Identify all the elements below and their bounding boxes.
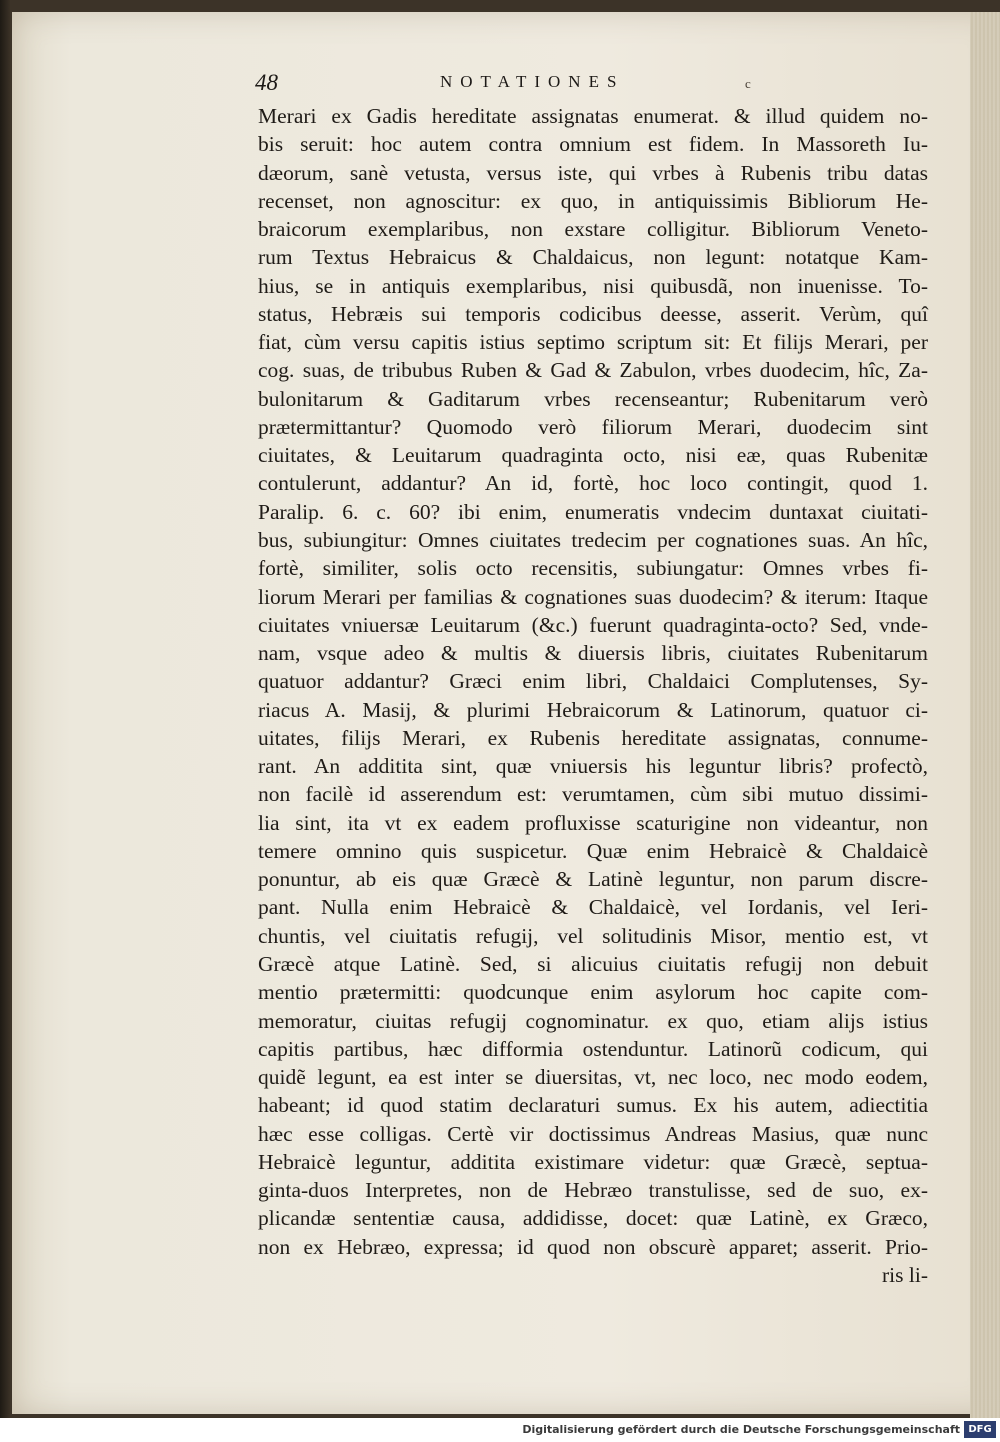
text-line: hæc esse colligas. Certè vir doctissimus Andreas Masius, quæ nunc (258, 1121, 928, 1146)
text-line: capitis partibus, hæc difformia ostenduntur. Latinorũ codicum, qui (258, 1036, 928, 1061)
text-line: non facilè id asserendum est: verumtamen, cùm sibi mutuo dissimi- (258, 782, 928, 807)
text-line: bis seruit: hoc autem contra omnium est fidem. In Massoreth Iu- (258, 132, 928, 157)
text-line: bus, subiungitur: Omnes ciuitates tredecim per cognationes suas. An hîc, (258, 527, 928, 552)
footer-bar (0, 1418, 1000, 1442)
text-line: plicandæ sententiæ causa, addidisse, docet: quæ Latinè, ex Græco, (258, 1206, 928, 1231)
text-line: quatuor addantur? Græci enim libri, Chaldaici Complutenses, Sy- (258, 669, 928, 694)
text-line: dæorum, sanè vetusta, versus iste, qui vrbes à Rubenis tribu datas (258, 160, 928, 185)
text-line: pant. Nulla enim Hebraicè & Chaldaicè, vel Iordanis, vel Ieri- (258, 895, 928, 920)
text-line: uitates, filijs Merari, ex Rubenis hereditate assignatas, connume- (258, 725, 928, 750)
dfg-logo: DFG (964, 1421, 996, 1438)
text-line: status, Hebræis sui temporis codicibus deesse, asserit. Verùm, quî (258, 301, 928, 326)
text-line: temere omnino quis suspicetur. Quæ enim Hebraicè & Chaldaicè (258, 838, 928, 863)
text-line: rant. An additita sint, quæ vniuersis his leguntur libris? profectò, (258, 754, 928, 779)
text-line: fortè, similiter, solis octo recensitis, subiungatur: Omnes vrbes fi- (258, 556, 928, 581)
text-line: Græcè atque Latinè. Sed, si alicuius ciuitatis refugij non debuit (258, 951, 928, 976)
body-text (258, 102, 928, 1289)
text-line: riacus A. Masij, & plurimi Hebraicorum & Latinorum, quatuor ci- (258, 697, 928, 722)
text-line: recenset, non agnoscitur: ex quo, in antiquissimis Bibliorum He- (258, 188, 928, 213)
text-line: mentio prætermitti: quodcunque enim asylorum hoc capite com- (258, 980, 928, 1005)
header-mark: c (745, 76, 751, 91)
page-number: 48 (255, 70, 278, 95)
text-line: habeant; id quod statim declaraturi sumus. Ex his autem, adiectitia (258, 1093, 928, 1118)
text-line: hius, se in antiquis exemplaribus, nisi quibusdã, non inuenisse. To- (258, 273, 928, 298)
funding-credit: Digitalisierung gefördert durch die Deutsche Forschungsgemeinschaft (522, 1423, 960, 1436)
text-line: contulerunt, addantur? An id, fortè, hoc loco contingit, quod 1. (258, 471, 928, 496)
text-line: fiat, cùm versu capitis istius septimo scriptum sit: Et filijs Merari, per (258, 330, 928, 355)
text-line: quidẽ legunt, ea est inter se diuersitas, vt, nec loco, nec modo eodem, (258, 1065, 928, 1090)
text-line: Merari ex Gadis hereditate assignatas enumerat. & illud quidem no- (258, 104, 928, 128)
binding-edge (0, 0, 10, 1418)
text-line: rum Textus Hebraicus & Chaldaicus, non legunt: notatque Kam- (258, 245, 928, 270)
text-line: ris li- (882, 1262, 928, 1287)
text-line: cog. suas, de tribubus Ruben & Gad & Zabulon, vrbes duodecim, hîc, Za- (258, 358, 928, 383)
text-line: nam, vsque adeo & multis & diuersis libris, ciuitates Rubenitarum (258, 641, 928, 666)
text-line: non ex Hebræo, expressa; id quod non obscurè apparet; asserit. Prio- (258, 1234, 928, 1259)
text-line: chuntis, vel ciuitatis refugij, vel solitudinis Misor, mentio est, vt (258, 923, 928, 948)
text-line: ginta-duos Interpretes, non de Hebræo transtulisse, sed de suo, ex- (258, 1178, 928, 1203)
page-fore-edge (970, 12, 1000, 1418)
text-line: lia sint, ita vt ex eadem profluxisse scaturigine non videantur, non (258, 810, 928, 835)
running-title: NOTATIONES (440, 72, 625, 91)
text-line: braicorum exemplaribus, non exstare colligitur. Bibliorum Veneto- (258, 217, 928, 242)
text-line: ponuntur, ab eis quæ Græcè & Latinè leguntur, non parum discre- (258, 867, 928, 892)
running-head (255, 70, 955, 104)
text-line: bulonitarum & Gaditarum vrbes recenseantur; Rubenitarum verò (258, 386, 928, 411)
text-line: ciuitates, & Leuitarum quadraginta octo, nisi eæ, quas Rubenitæ (258, 443, 928, 468)
text-line: liorum Merari per familias & cognationes suas duodecim? & iterum: Itaque (258, 584, 928, 609)
text-line: memoratur, ciuitas refugij cognominatur. ex quo, etiam alijs istius (258, 1008, 928, 1033)
text-line: Hebraicè leguntur, additita existimare videtur: quæ Græcè, septua- (258, 1149, 928, 1174)
text-line: prætermittantur? Quomodo verò filiorum Merari, duodecim sint (258, 414, 928, 439)
text-line: ciuitates vniuersæ Leuitarum (&c.) fuerunt quadraginta-octo? Sed, vnde- (258, 612, 928, 637)
text-line: Paralip. 6. c. 60? ibi enim, enumeratis vndecim duntaxat ciuitati- (258, 499, 928, 524)
